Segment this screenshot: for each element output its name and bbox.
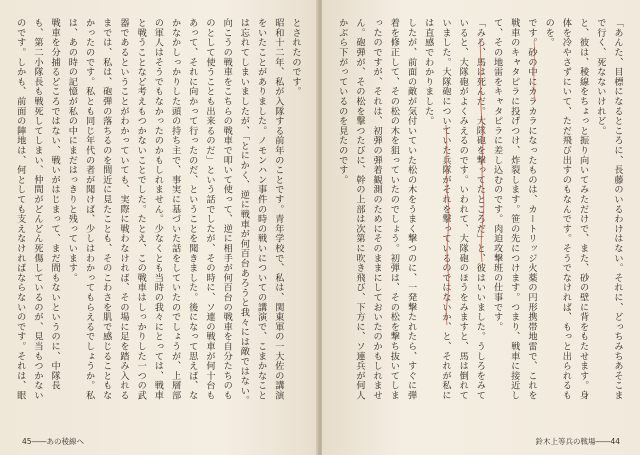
paragraph: したが、前面の敵が気付いていた松の木をうまく撃つのに、一発撃たれたら、すぐに弾着を修正して、その松の木を狙っていたのでしょう。初弾は、その松を撃ち抜いてしまったのですが、それは、初弾の弾着観測のためにそのままにしておいたのかもしれません。砲弾が、その松を撃つたびに、幹の上部は次第に吹き飛び、下方に、ソ連兵が何人かぶら下がっているのを見たのです。 <box>336 18 417 401</box>
paragraph: 戦車を分捕るどころではない、戦いがはじまって、まだ間もないというのに、中隊長も、第二小隊長も戦死してしまい、仲間がどんどん死傷しているのが、見当もつかないのです。しかも、前面の陣地は、何としても支えなければならないのです。それは、眼 <box>14 18 61 401</box>
left-page-folio: 45――あの稜線へ <box>22 437 85 446</box>
right-page-folio: 鈴木上等兵の戦場――44 <box>535 437 620 446</box>
left-page <box>0 0 318 455</box>
paragraph: 昭和十二年、私が入隊する前年のことです。青年学校で、私は、関東軍の一大佐の講演をいたことがありました。ノモンハン事件の時の戦いについての講演で、こまかなことは忘れてしまいましたが、「とにかく、逆に戦車が何百台あろうと我々には敵ではない。向こうの戦車をこちらの戦車で叩いて使って、逆に相手が何百台の戦車を自分たちのものとして使うことも出来るのだ」という話でしたが、その時に、ソ連の戦車が何十台もあって、それに向かって行ったのだ、ということを聞きました。後になって思えば、なかなかしっかりした頭の持ち主で、事実に基づいた話をしていたのでしょうが、上層部の軍人はそうでもなかったのかもしれません。少なくとも当時の我々にとっては、戦車と戦うことなど考えもつかないことでした。たとえ、この戦車はしっかりした一つの武器であるということがわかっていても、実際に戦わなければ、その場に足を踏み入れるまでは、私は、砲弾の落ちるのを間近に見たことも、そのこわさを肌で感じることもなかったのです。私とも同じ年代の者が聞けば、少しはわかってもらえるでしょうか。私は、あの時の記憶が私の中にまだはっきりと残っています。 <box>66 18 284 406</box>
right-page <box>322 0 640 455</box>
paragraph: とされたのです。 <box>290 18 301 97</box>
paragraph: 「みろ、馬は死んだ。大隊砲を撃ってたところだ」と、彼はいいました。うしろをみていると、大隊砲がよくみえるのです。いわれて、大隊砲のほうをみますと、馬は倒れていました。大隊砲についていた兵隊がそれを撃っているのではないか、と、それが私には直感でわかりました。 <box>422 18 486 401</box>
left-page-body <box>14 18 304 408</box>
paragraph: 「あんた、目標になるところに、長藤のいるわけはない。それに、どっちみちあそこまで行く、死なないけれど。 <box>594 18 623 401</box>
right-page-body <box>334 18 626 408</box>
paragraph: です。砂の中にカラカラになったものは、カートリッジ火薬の円形携帯地雷で、これを戦車のキャタピラに投げつけ、炸裂します。笹の先につけます。つまり、戦車に接近して、その地雷をキャタピラに差し込むのです。肉迫攻撃班の仕事です。 <box>491 18 537 401</box>
paragraph: と、彼は、稜線をちょっと振り向いてみただけで、また、砂の壁に背をもたせます。身体を冷やさずにいて、ただ飛び出すのもなんです。そうでなければ、もっと出られるものを。 <box>543 18 589 401</box>
